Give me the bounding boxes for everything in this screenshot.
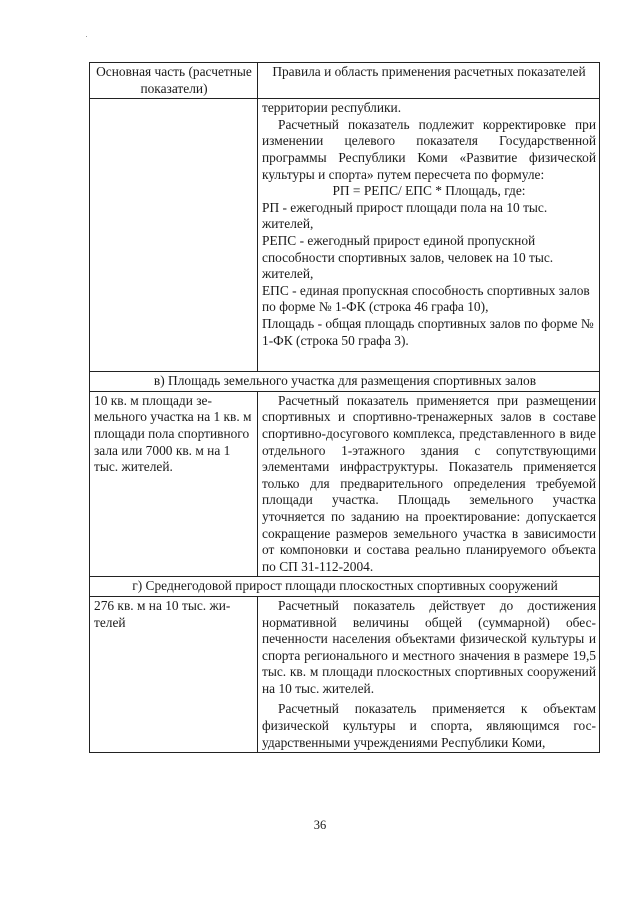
row1-rules (258, 99, 600, 372)
row2-indicator-text: 10 кв. м площади земельного участка на 1 кв. м площади пола спортивного зала или 7000 кв. м на 1 тыс. жителей. (94, 392, 252, 475)
row2-indicator (90, 391, 258, 577)
row1-continuation: территории республики. (262, 100, 402, 116)
table-row (90, 99, 600, 372)
section-row-g (90, 577, 600, 597)
row1-definition-eps: ЕПС - единая пропускная способность спортивных залов по форме № 1-ФК (строка 46 графа 10), (262, 282, 590, 315)
row1-paragraph: Расчетный показатель подлежит корректировке при изменении целевого показателя Государственной программы Республики Коми «Развитие физической культуры и спорта» путем пересчета по формуле: (262, 116, 596, 182)
header-rules-scope: Правила и область применения расчетных показателей (258, 63, 600, 99)
row1-definition-reps: РЕПС - ежегодный прирост единой пропускной способности спортивных залов, человек на 10 тыс. жителей, (262, 232, 554, 282)
row1-formula: РП = РЕПС/ ЕПС * Площадь, где: (332, 183, 526, 199)
table-header-row (90, 63, 600, 99)
section-row-v (90, 372, 600, 392)
section-heading-g: г) Среднегодовой прирост площади плоскостных спортивных сооружений (90, 577, 600, 597)
row2-paragraph: Расчетный показатель применяется при размещении спортивных и спортивно-тренажерных залов в составе спортивно-досугового комплекса, представленного в виде отдельного 1-этажного здания с сопутствующими элементами инфраструктуры. Показатель применяется только для предварительного определения требуемой площади участка. Площадь земельного участка уточняется по заданию на проектирование: допускается сокращение размеров земельного участка в зависимости от компоновки и состава реально планируемого объекта по СП 31-112-2004. (262, 392, 596, 574)
section-heading-v: в) Площадь земельного участка для размещения спортивных залов (90, 372, 600, 392)
standards-table (89, 62, 600, 753)
row3-paragraph-1: Расчетный показатель действует до достижения нормативной величины общей (суммарной) обеспеченности населения объектами физической культуры и спорта регионального и местного значения в размере 19,5 тыс. кв. м площади плоскостных спортивных сооружений на 10 тыс. жителей. (262, 597, 596, 696)
row3-paragraph-2: Расчетный показатель применяется к объектам физической культуры и спорта, являющимся государственными учреждениями Республики Коми, (262, 701, 596, 750)
page-number: 36 (313, 818, 327, 832)
row2-rules (258, 391, 600, 577)
row3-indicator-text: 276 кв. м на 10 тыс. жителей (94, 597, 231, 630)
header-main-part: Основная часть (расчетные показатели) (90, 63, 258, 99)
row3-rules (258, 596, 600, 752)
table-row (90, 391, 600, 577)
row1-definition-rp: РП - ежегодный прирост площади пола на 10 тыс. жителей, (262, 199, 548, 232)
row1-indicator (90, 99, 258, 372)
table-row (90, 596, 600, 752)
scan-speck (86, 36, 87, 37)
row3-indicator (90, 596, 258, 752)
row1-definition-area: Площадь - общая площадь спортивных залов по форме № 1-ФК (строка 50 графа 3). (262, 315, 594, 348)
